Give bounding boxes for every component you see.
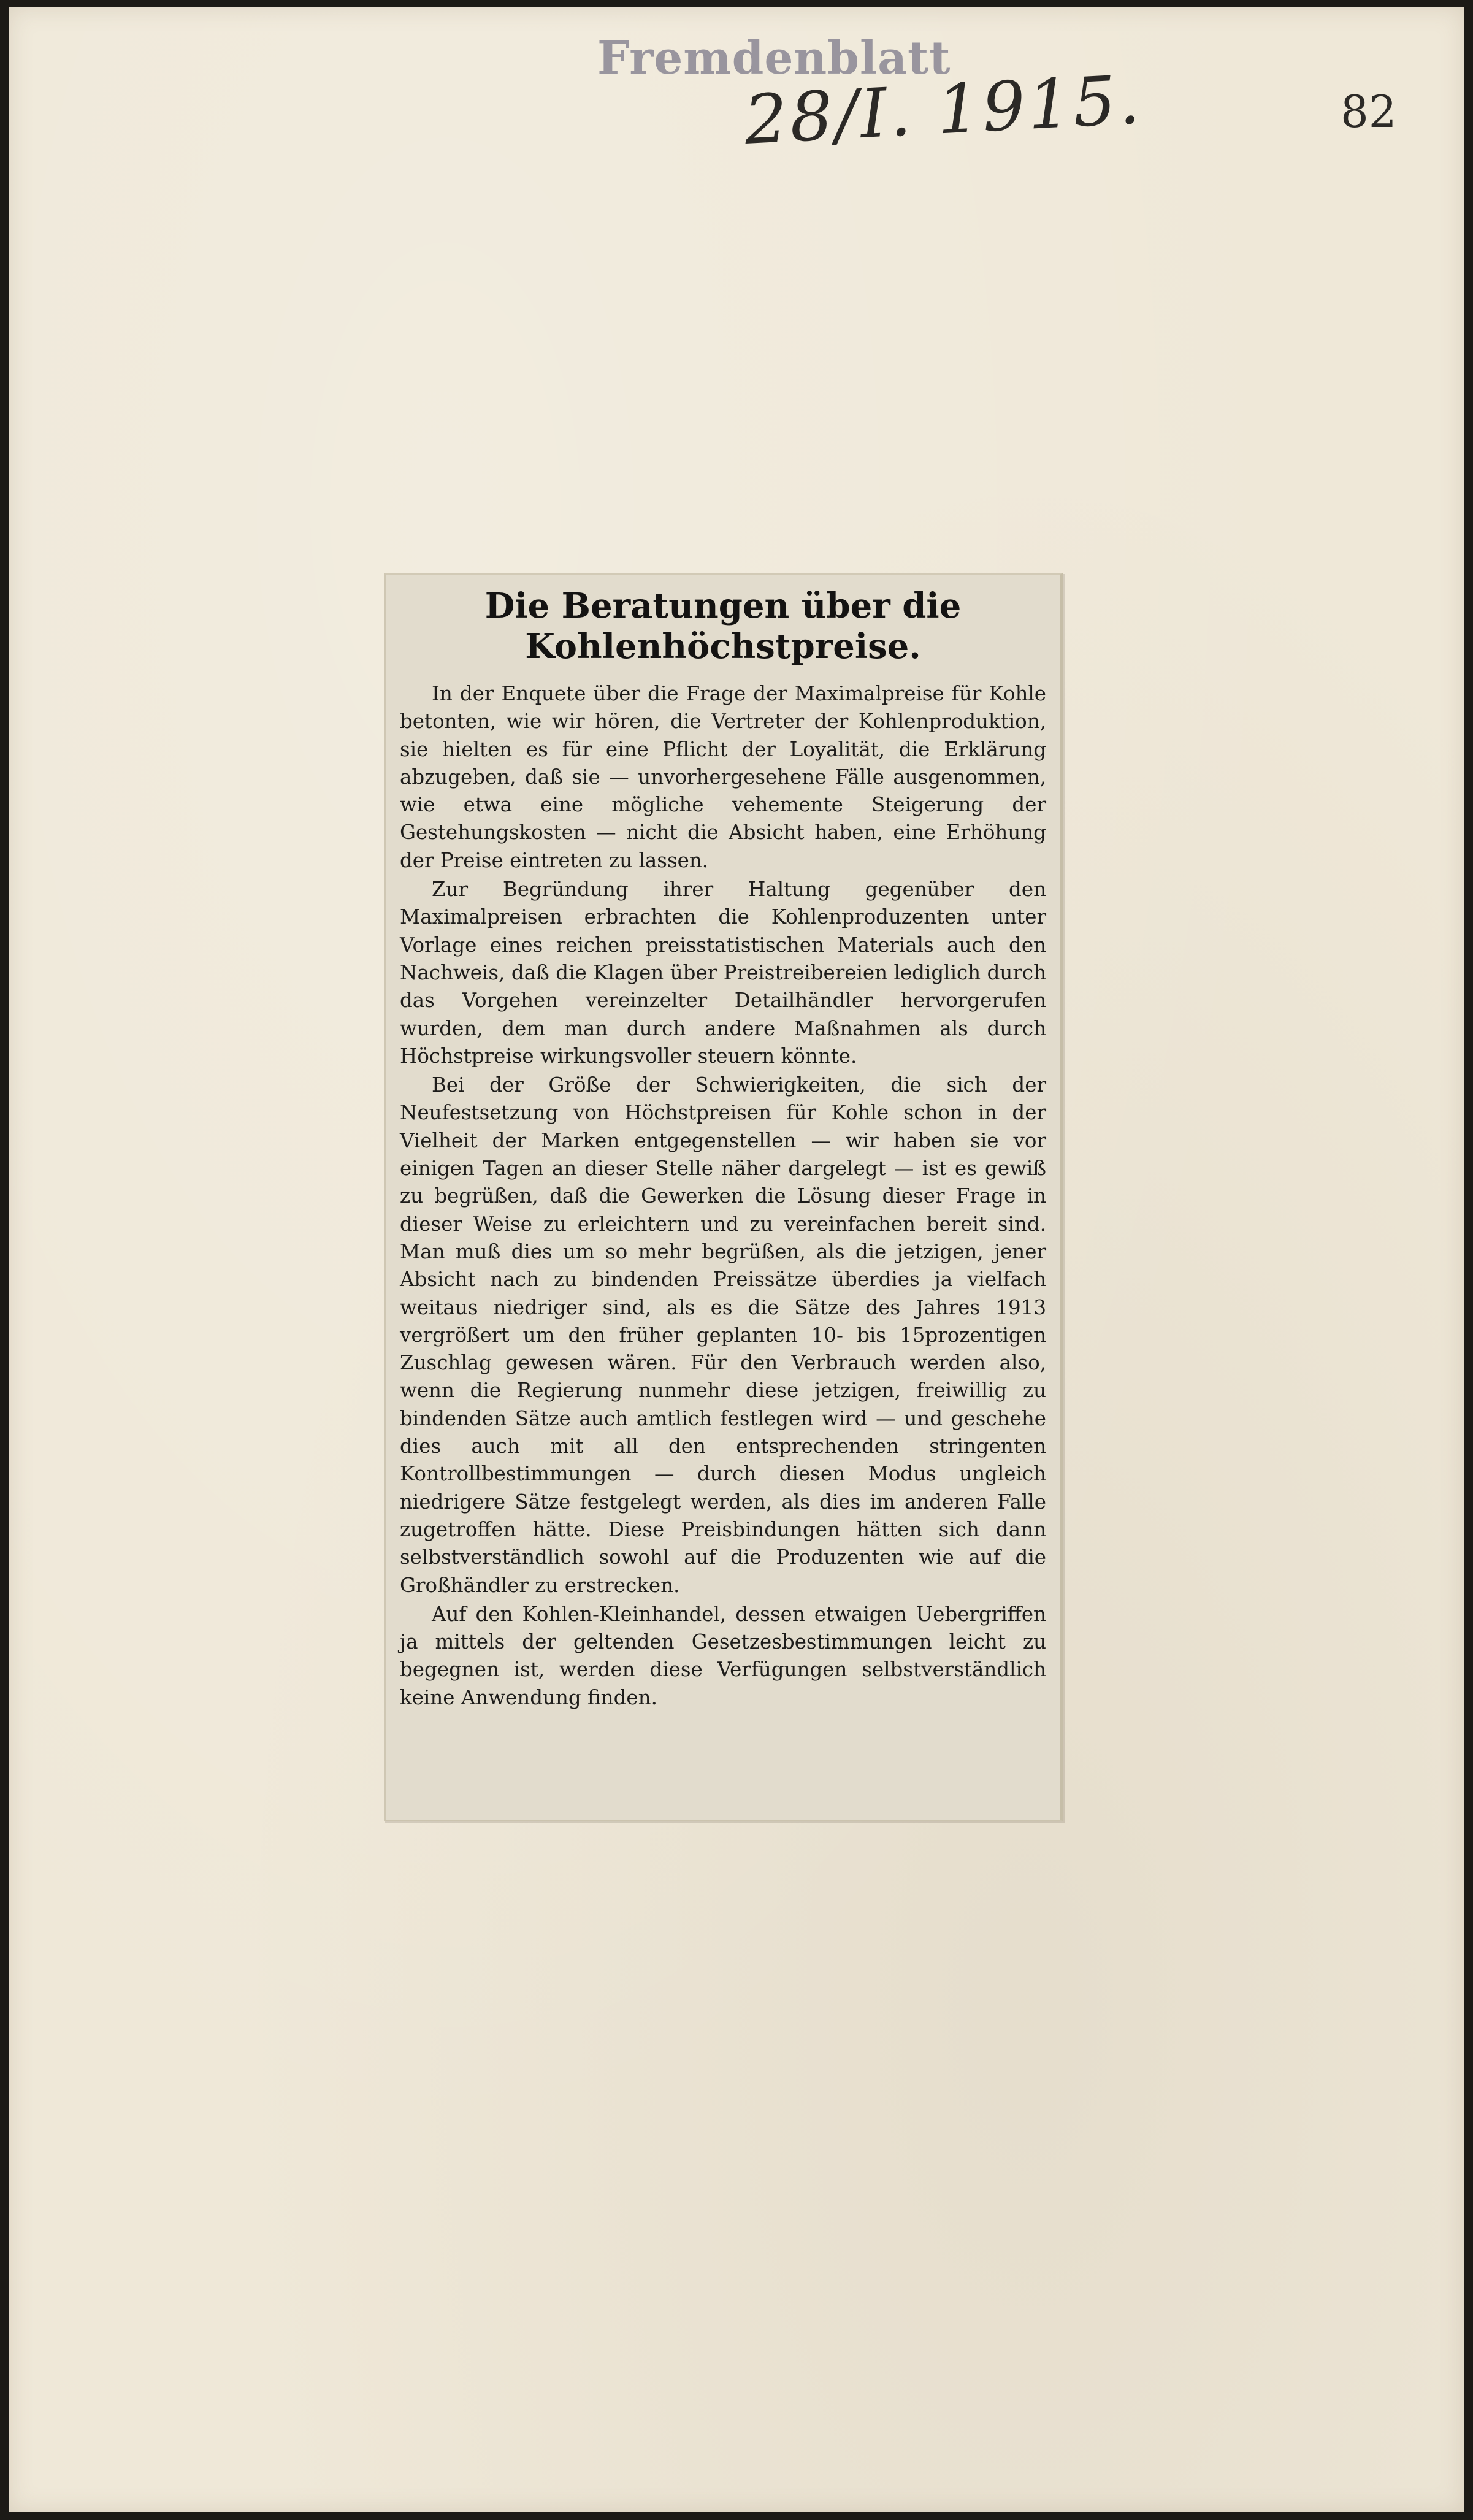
archive-sheet [9, 7, 1464, 2512]
article-paragraph: In der Enquete über die Frage der Maximalpreise für Kohle betonten, wie wir hören, die Vertreter der Kohlenproduktion, sie hielten es für eine Pflicht der Loyalität, die Erklärung abzugeben, daß sie — unvorhergesehene Fälle ausgenommen, wie etwa eine mögliche vehemente Steigerung der Gestehungskosten — nicht die Absicht haben, eine Erhöhung der Preise eintreten zu lassen. [400, 682, 1046, 872]
article-paragraph: Bei der Größe der Schwierigkeiten, die sich der Neufestsetzung von Höchstpreisen für Kohle schon in der Vielheit der Marken entgegenstellen — wir haben sie vor einigen Tagen an dieser Stelle näher dargelegt — ist es gewiß zu begrüßen, daß die Gewerken die Lösung dieser Frage in dieser Weise zu erleichtern und zu vereinfachen bereit sind. Man muß dies um so mehr begrüßen, als die jetzigen, jener Absicht nach zu bindenden Preissätze überdies ja vielfach weitaus niedriger sind, als es die Sätze des Jahres 1913 vergrößert um den früher geplanten 10- bis 15prozentigen Zuschlag gewesen wären. Für den Verbrauch werden also, wenn die Regierung nunmehr diese jetzigen, freiwillig zu bindenden Sätze auch amtlich festlegen wird — und geschehe dies auch mit all den entsprechenden stringenten Kontrollbestimmungen — durch diesen Modus ungleich niedrigere Sätze festgelegt werden, als dies im anderen Falle zugetroffen hätte. Diese Preisbindungen hätten sich dann selbstverständlich sowohl auf die Produzenten wie auf die Großhändler zu erstrecken. [400, 1073, 1046, 1597]
source-stamp: Fremdenblatt [597, 32, 951, 85]
handwritten-date: 28/I. 1915. [742, 60, 1144, 159]
article-body [400, 680, 1046, 1712]
article-paragraph: Auf den Kohlen-Kleinhandel, dessen etwaigen Uebergriffen ja mittels der geltenden Gesetzesbestimmungen leicht zu begegnen ist, werden diese Verfügungen selbstverständlich keine Anwendung finden. [400, 1602, 1046, 1709]
newspaper-clipping [384, 573, 1063, 1821]
page-number: 82 [1341, 86, 1397, 137]
article-headline: Die Beratungen über die Kohlenhöchstpreise. [484, 586, 962, 667]
article-paragraph: Zur Begründung ihrer Haltung gegenüber den Maximalpreisen erbrachten die Kohlenproduzenten unter Vorlage eines reichen preisstatistischen Materials auch den Nachweis, daß die Klagen über Preistreibereien lediglich durch das Vorgehen vereinzelter Detailhändler hervorgerufen wurden, dem man durch andere Maßnahmen als durch Höchstpreise wirkungsvoller steuern könnte. [400, 878, 1046, 1068]
